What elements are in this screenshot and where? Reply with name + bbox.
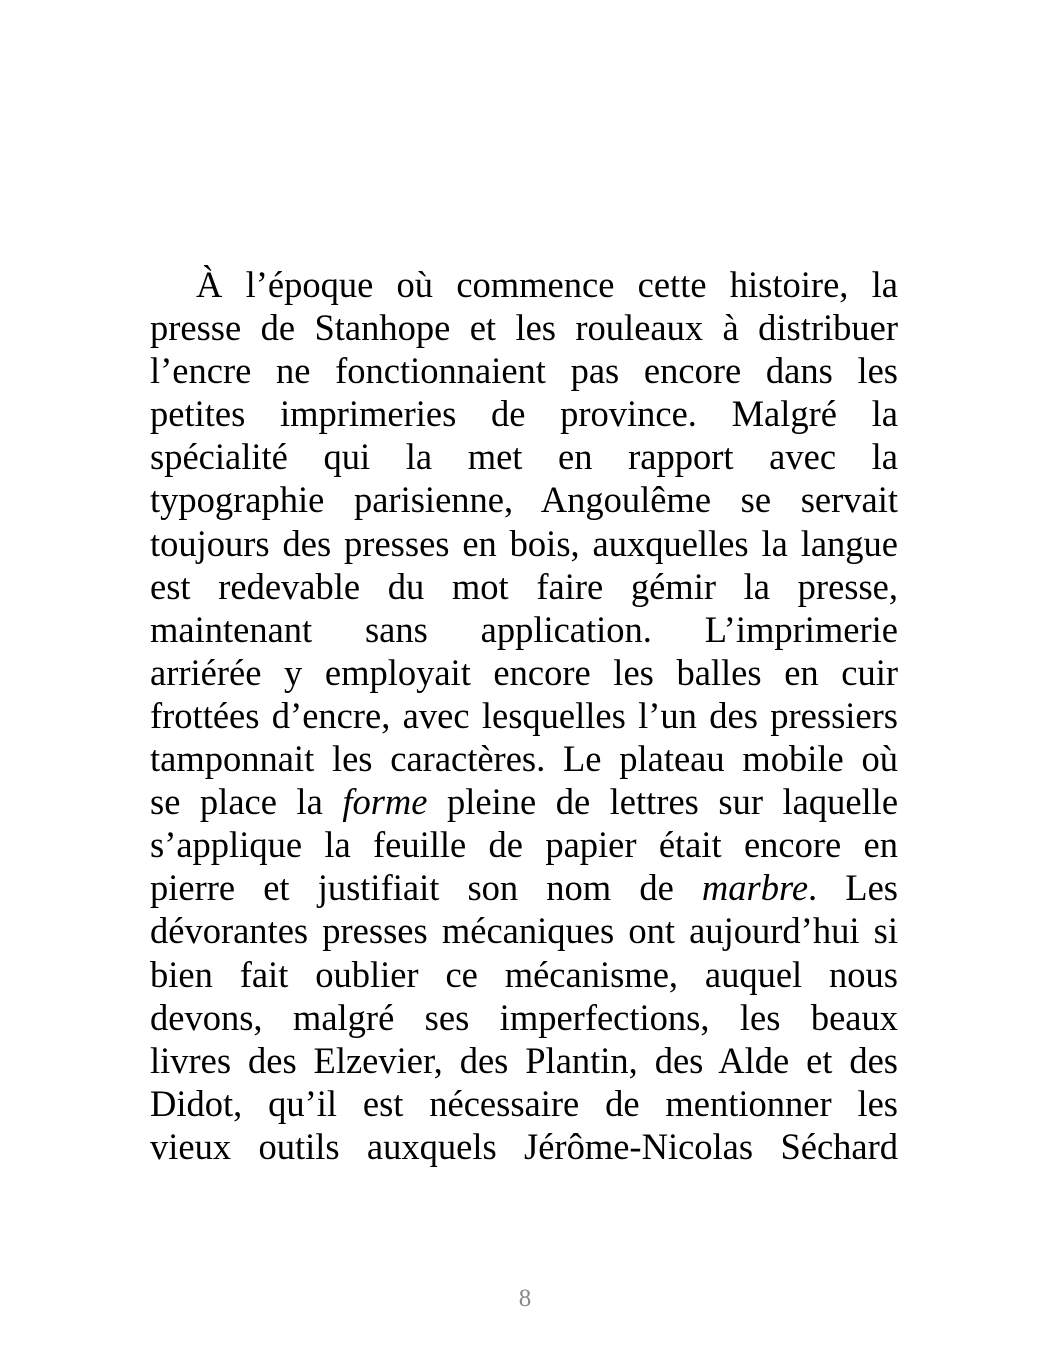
text-line: Didot, qu’il est nécessaire de mentionner les <box>150 1082 898 1124</box>
text-line: bien fait oublier ce mécanisme, auquel nous <box>150 953 898 995</box>
text-line: arriérée y employait encore les balles en cuir <box>150 651 898 693</box>
text-line: vieux outils auxquels Jérôme-Nicolas Séchard <box>150 1125 898 1167</box>
text-line: spécialité qui la met en rapport avec la <box>150 436 898 478</box>
text-line: petites imprimeries de province. Malgré la <box>150 393 898 435</box>
text-line: est redevable du mot faire gémir la presse, <box>150 565 898 607</box>
text-line: toujours des presses en bois, auxquelles la langue <box>150 522 898 564</box>
page-number: 8 <box>518 1285 532 1312</box>
text-segment: se place la <box>150 781 323 823</box>
text-line: À l’époque où commence cette histoire, la <box>196 264 898 305</box>
text-line: devons, malgré ses imperfections, les beaux <box>150 996 898 1038</box>
text-line: presse de Stanhope et les rouleaux à distribuer <box>150 307 898 349</box>
text-line: tamponnait les caractères. Le plateau mobile où <box>150 738 898 780</box>
text-segment: pleine de lettres sur laquelle <box>447 781 899 823</box>
italic-word: forme <box>342 781 428 823</box>
text-line: frottées d’encre, avec lesquelles l’un des pressiers <box>150 694 898 736</box>
text-line <box>150 866 898 909</box>
body-paragraph <box>150 263 898 1168</box>
text-line: l’encre ne fonctionnaient pas encore dans les <box>150 350 898 392</box>
text-line: livres des Elzevier, des Plantin, des Alde et des <box>150 1039 898 1081</box>
text-line: dévorantes presses mécaniques ont aujourd’hui si <box>150 910 898 952</box>
italic-word: marbre <box>701 867 809 909</box>
text-line: s’applique la feuille de papier était encore en <box>150 824 898 866</box>
text-segment: pierre et justifiait son nom de <box>150 867 674 909</box>
text-line <box>150 780 898 823</box>
text-line: typographie parisienne, Angoulême se servait <box>150 479 898 521</box>
text-segment: . Les <box>808 867 898 909</box>
text-line: maintenant sans application. L’imprimerie <box>150 608 898 650</box>
